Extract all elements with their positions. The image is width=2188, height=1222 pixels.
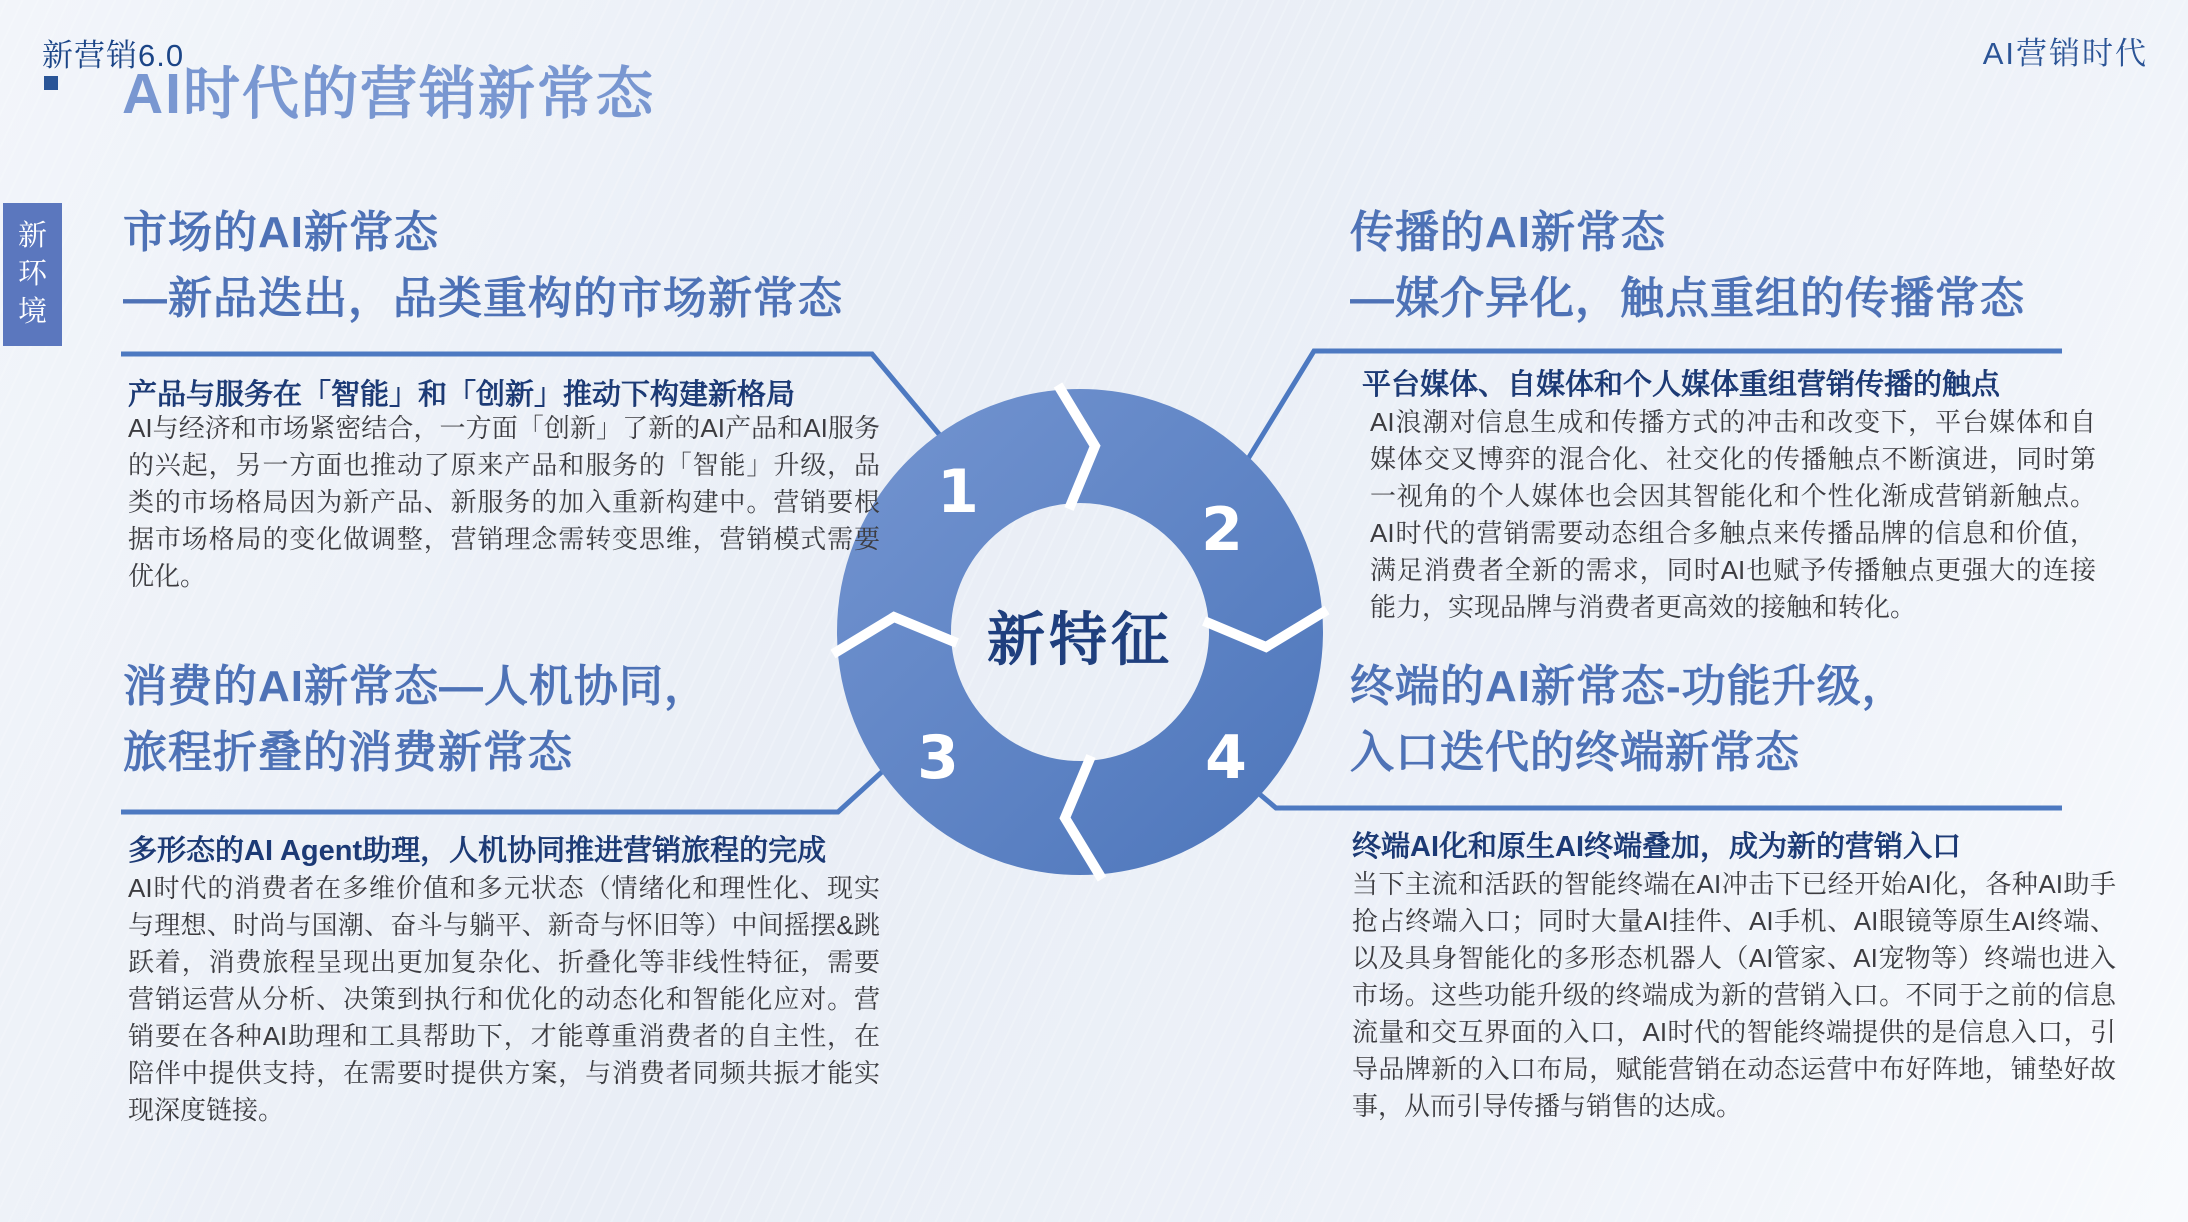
side-tab-char: 境 [17, 296, 47, 328]
quadrant-consumption-heading [123, 654, 709, 786]
header-right-label: AI营销时代 [1982, 36, 2148, 71]
page-title: AI时代的营销新常态 [122, 62, 655, 126]
heading-line: 市场的AI新常态 [123, 208, 439, 257]
header-left-label: 新营销6.0 [42, 38, 185, 73]
quadrant-media-subheading: 平台媒体、自媒体和个人媒体重组营销传播的触点 [1362, 369, 2001, 401]
chevron-divider-right-icon [1204, 610, 1327, 647]
chevron-divider-left-icon [833, 617, 957, 654]
heading-line: 旅程折叠的消费新常态 [123, 728, 573, 777]
segment-number-4: 4 [1205, 723, 1247, 793]
side-tab-new-environment [3, 203, 62, 346]
segment-number-2: 2 [1201, 495, 1243, 565]
chevron-divider-bottom-icon [1065, 756, 1102, 879]
quadrant-market-subheading: 产品与服务在「智能」和「创新」推动下构建新格局 [128, 379, 796, 411]
quadrant-market-heading [123, 200, 843, 332]
segment-number-3: 3 [917, 723, 959, 793]
heading-line: 终端的AI新常态-功能升级， [1350, 662, 1907, 711]
segment-number-1: 1 [937, 457, 979, 527]
quadrant-terminal-subheading: 终端AI化和原生AI终端叠加，成为新的营销入口 [1352, 831, 1962, 863]
heading-line: 消费的AI新常态—人机协同， [123, 662, 709, 711]
diagram-center-label: 新特征 [986, 607, 1174, 673]
side-tab-char: 环 [17, 258, 47, 290]
quadrant-terminal-heading [1350, 654, 1907, 786]
quadrant-consumption-subheading: 多形态的AI Agent助理，人机协同推进营销旅程的完成 [128, 835, 827, 867]
cycle-ring [894, 446, 1266, 818]
side-tab-char: 新 [17, 220, 47, 252]
heading-line: —媒介异化，触点重组的传播常态 [1350, 274, 2025, 323]
quadrant-media-heading [1350, 200, 2025, 332]
quadrant-terminal-body: 当下主流和活跃的智能终端在AI冲击下已经开始AI化，各种AI助手抢占终端入口；同时大量AI挂件、AI手机、AI眼镜等原生AI终端、以及具身智能化的多形态机器人（AI管家、AI宠物等）终端也进入市场。这些功能升级的终端成为新的营销入口。不同于之前的信息流量和交互界面的入口，AI时代的智能终端提供的是信息入口，引导品牌新的入口布局，赋能营销在动态运营中布好阵地，铺垫好故事，从而引导传播与销售的达成。 [1352, 869, 2116, 1121]
heading-line: 入口迭代的终端新常态 [1350, 728, 1800, 777]
quadrant-consumption-body: AI时代的消费者在多维价值和多元状态（情绪化和理性化、现实与理想、时尚与国潮、奋斗与躺平、新奇与怀旧等）中间摇摆&跳跃着，消费旅程呈现出更加复杂化、折叠化等非线性特征，需要营销运营从分析、决策到执行和优化的动态化和智能化应对。营销要在各种AI助理和工具帮助下，才能尊重消费者的自主性，在陪伴中提供支持，在需要时提供方案，与消费者同频共振才能实现深度链接。 [128, 873, 880, 1125]
heading-line: 传播的AI新常态 [1350, 208, 1666, 257]
chevron-divider-top-icon [1058, 385, 1095, 509]
quadrant-media-body: AI浪潮对信息生成和传播方式的冲击和改变下，平台媒体和自媒体交叉博弈的混合化、社交化的传播触点不断演进，同时第一视角的个人媒体也会因其智能化和个性化渐成营销新触点。AI时代的营销需要动态组合多触点来传播品牌的信息和价值，满足消费者全新的需求，同时AI也赋予传播触点更强大的连接能力，实现品牌与消费者更高效的接触和转化。 [1370, 407, 2096, 622]
title-bullet-icon [44, 76, 58, 90]
heading-line: —新品迭出，品类重构的市场新常态 [123, 274, 843, 323]
quadrant-market-body: AI与经济和市场紧密结合，一方面「创新」了新的AI产品和AI服务的兴起，另一方面也推动了原来产品和服务的「智能」升级，品类的市场格局因为新产品、新服务的加入重新构建中。营销要根据市场格局的变化做调整，营销理念需转变思维，营销模式需要优化。 [128, 413, 880, 591]
